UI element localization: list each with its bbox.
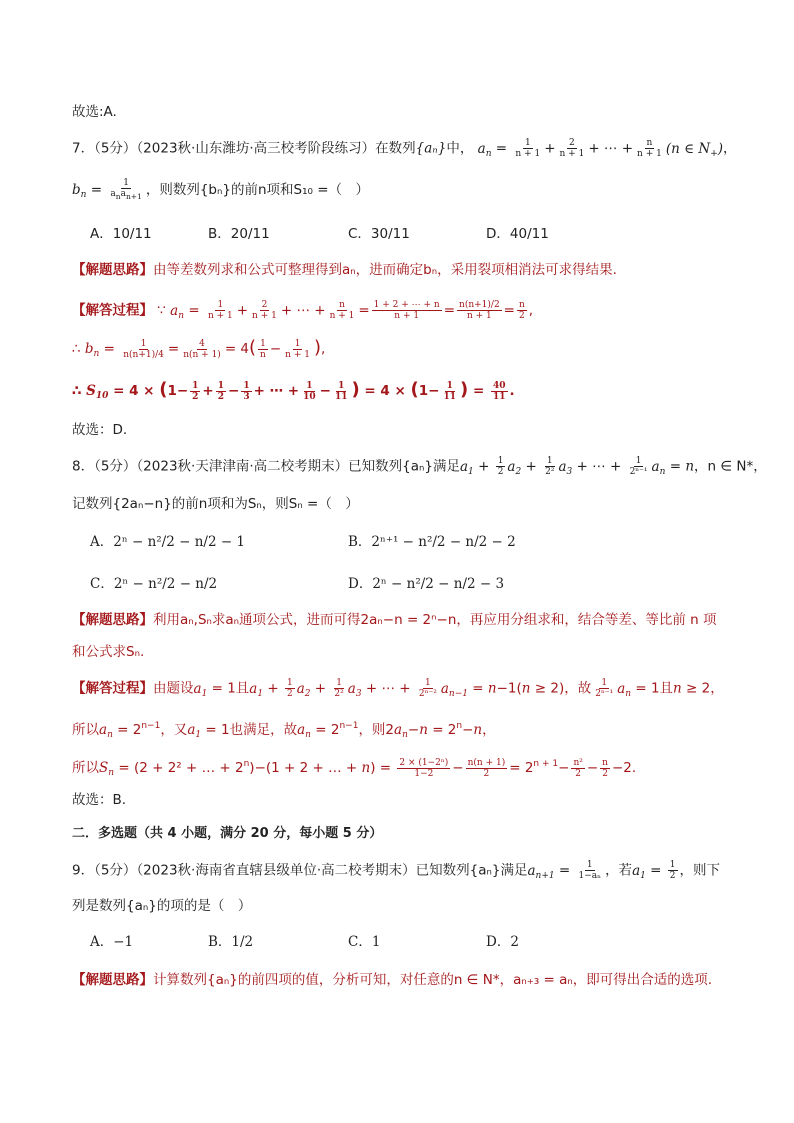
q8-idea-line2: 和公式求Sₙ. [72,644,145,660]
q8-stem-line2: 记数列{2aₙ−n}的前n项和为Sₙ，则Sₙ =（ ） [72,496,359,512]
q8-option-c: C．2ⁿ − n²/2 − n/2 [90,576,218,592]
q9-option-b: B．1/2 [208,934,254,950]
q9-number: 9．（5分） [72,862,137,879]
q7-stem-line2: $b_n$ = $\frac{1}{a_na_{n+1}}$ ，则数列{bₙ}的前n项和S₁₀ =（ ） [72,178,370,201]
q7-option-d: D．40/11 [486,226,549,242]
q7-option-b: B．20/11 [208,226,270,242]
q8-answer: 故选：B. [72,792,127,808]
q8-option-b: B．2ⁿ⁺¹ − n²/2 − n/2 − 2 [348,534,516,550]
q8-idea: 【解题思路】利用aₙ,Sₙ求aₙ通项公式，进而可得2aₙ−n = 2ⁿ−n，再应用分组求和，结合等差、等比前 n 项 [72,612,717,628]
q7-source: （2023秋·山东潍坊·高三校考阶段练习） [136,140,376,157]
q7-option-c: C．30/11 [348,226,410,242]
q9-option-d: D．2 [486,934,519,950]
q8-stem: 8．（5分）（2023秋·天津津南·高二校考期末）已知数列{aₙ}满足$a_1$ + $\frac{1}{2}$ $a_2$ + $\frac{1}{\text{2²}}$ $a_3$ + ⋯ + $\frac{1}{\text{2ⁿ⁻¹}}$ $a_n = n$，n ∈ N*， [72,456,767,477]
q9-option-a: A．−1 [90,934,134,950]
q9-idea: 【解题思路】计算数列{aₙ}的前四项的值，分析可知，对任意的n ∈ N*，aₙ₊₃ = aₙ，即可得出合适的选项. [72,972,713,988]
q7-answer: 故选：D. [72,422,128,438]
q7-process-line1: 【解答过程】 ∵ $a_n$ = $\frac{1}{n + 1}$ + $\frac{2}{n + 1}$ + ⋯ + $\frac{n}{n + 1}$ = $\frac{1 + 2 + \cdots + n}{n + 1}$ = $\frac{n(n+1)/2}{n + 1}$ = $\frac{n}{2}$ , [72,300,534,321]
q8-process-line3: 所以$S_n = (2 + 2^2$ + … + $2^n)-(1 + 2$ + … + n) = $\frac{\text{2 × (1−2ⁿ)}}{1-2}$ − $\frac{n(n + 1)}{2}$ = $2^{n + 1}-$ $\frac{\text{n²}}{2}$ − $\frac{n}{2}$ −2. [72,757,637,779]
q8-process-line1: 【解答过程】由题设$a_1 = 1$且$a_1$ + $\frac{1}{2}$ $a_2$ + $\frac{1}{\text{2²}}$ $a_3$ + ⋯ + $\frac{1}{\text{2ⁿ⁻²}}$ $a_{n-1} = n-1(n \ge 2)$，故 $\frac{1}{\text{2ⁿ⁻¹}}$ $a_n = 1$且n ≥ 2， [72,678,724,699]
q8-process-line2: 所以$a_n = 2^{n-1}$，又$a_1 = 1$也满足，故$a_n = 2^{n-1}$，则$2a_n-n = 2^n-n$， [72,721,496,740]
q7-number: 7．（5分） [72,140,137,157]
q7-idea: 【解题思路】由等差数列求和公式可整理得到aₙ，进而确定bₙ，采用裂项相消法可求得结果. [72,262,617,278]
q6-answer: 故选:A. [72,104,117,120]
q8-option-a: A．2ⁿ − n²/2 − n/2 − 1 [90,534,246,550]
q9-stem: 9．（5分）（2023秋·海南省直辖县级单位·高二校考期末）已知数列{aₙ}满足$a_{n+1}$ = $\frac{1}{\text{1−aₙ}}$ ，若$a_1$ = $\frac{1}{2}$ ，则下 [72,860,720,881]
q9-source: （2023秋·海南省直辖县级单位·高二校考期末） [136,862,416,879]
q8-number: 8．（5分） [72,458,137,475]
section-header-multiple-choice: 二．多选题（共 4 小题，满分 20 分，每小题 5 分） [72,826,383,841]
q9-stem-line2: 列是数列{aₙ}的项的是（ ） [72,898,252,914]
q8-source: （2023秋·天津津南·高二校考期末） [136,458,349,475]
q7-process-line3: ∴ $S_{10} = 4 \times (1-$ $\frac{1}{2}$ + $\frac{1}{2}$ − $\frac{1}{3}$ + ⋯ + $\frac{1}{10}$ − $\frac{1}{11}$ ) = 4 × (1− $\frac{1}{11}$ ) = $\frac{40}{11}$ . [72,379,515,402]
q7-option-a: A．10/11 [90,226,152,242]
q8-option-d: D．2ⁿ − n²/2 − n/2 − 3 [348,576,505,592]
q9-option-c: C．1 [348,934,381,950]
q7-stem: 7．（5分）（2023秋·山东潍坊·高三校考阶段练习）在数列{aₙ}中， $a_n$ = $\frac{1}{n + 1}$ + $\frac{2}{n + 1}$ + ⋯ + $\frac{n}{n + 1}$ (n ∈ $N_+$)， [72,138,737,159]
q7-process-line2: ∴ $b_n$ = $\frac{1}{n(n+1)/4}$ = $\frac{4}{n(n + 1)}$ = 4( $\frac{1}{n}$ − $\frac{1}{n + 1}$ ), [72,337,326,360]
